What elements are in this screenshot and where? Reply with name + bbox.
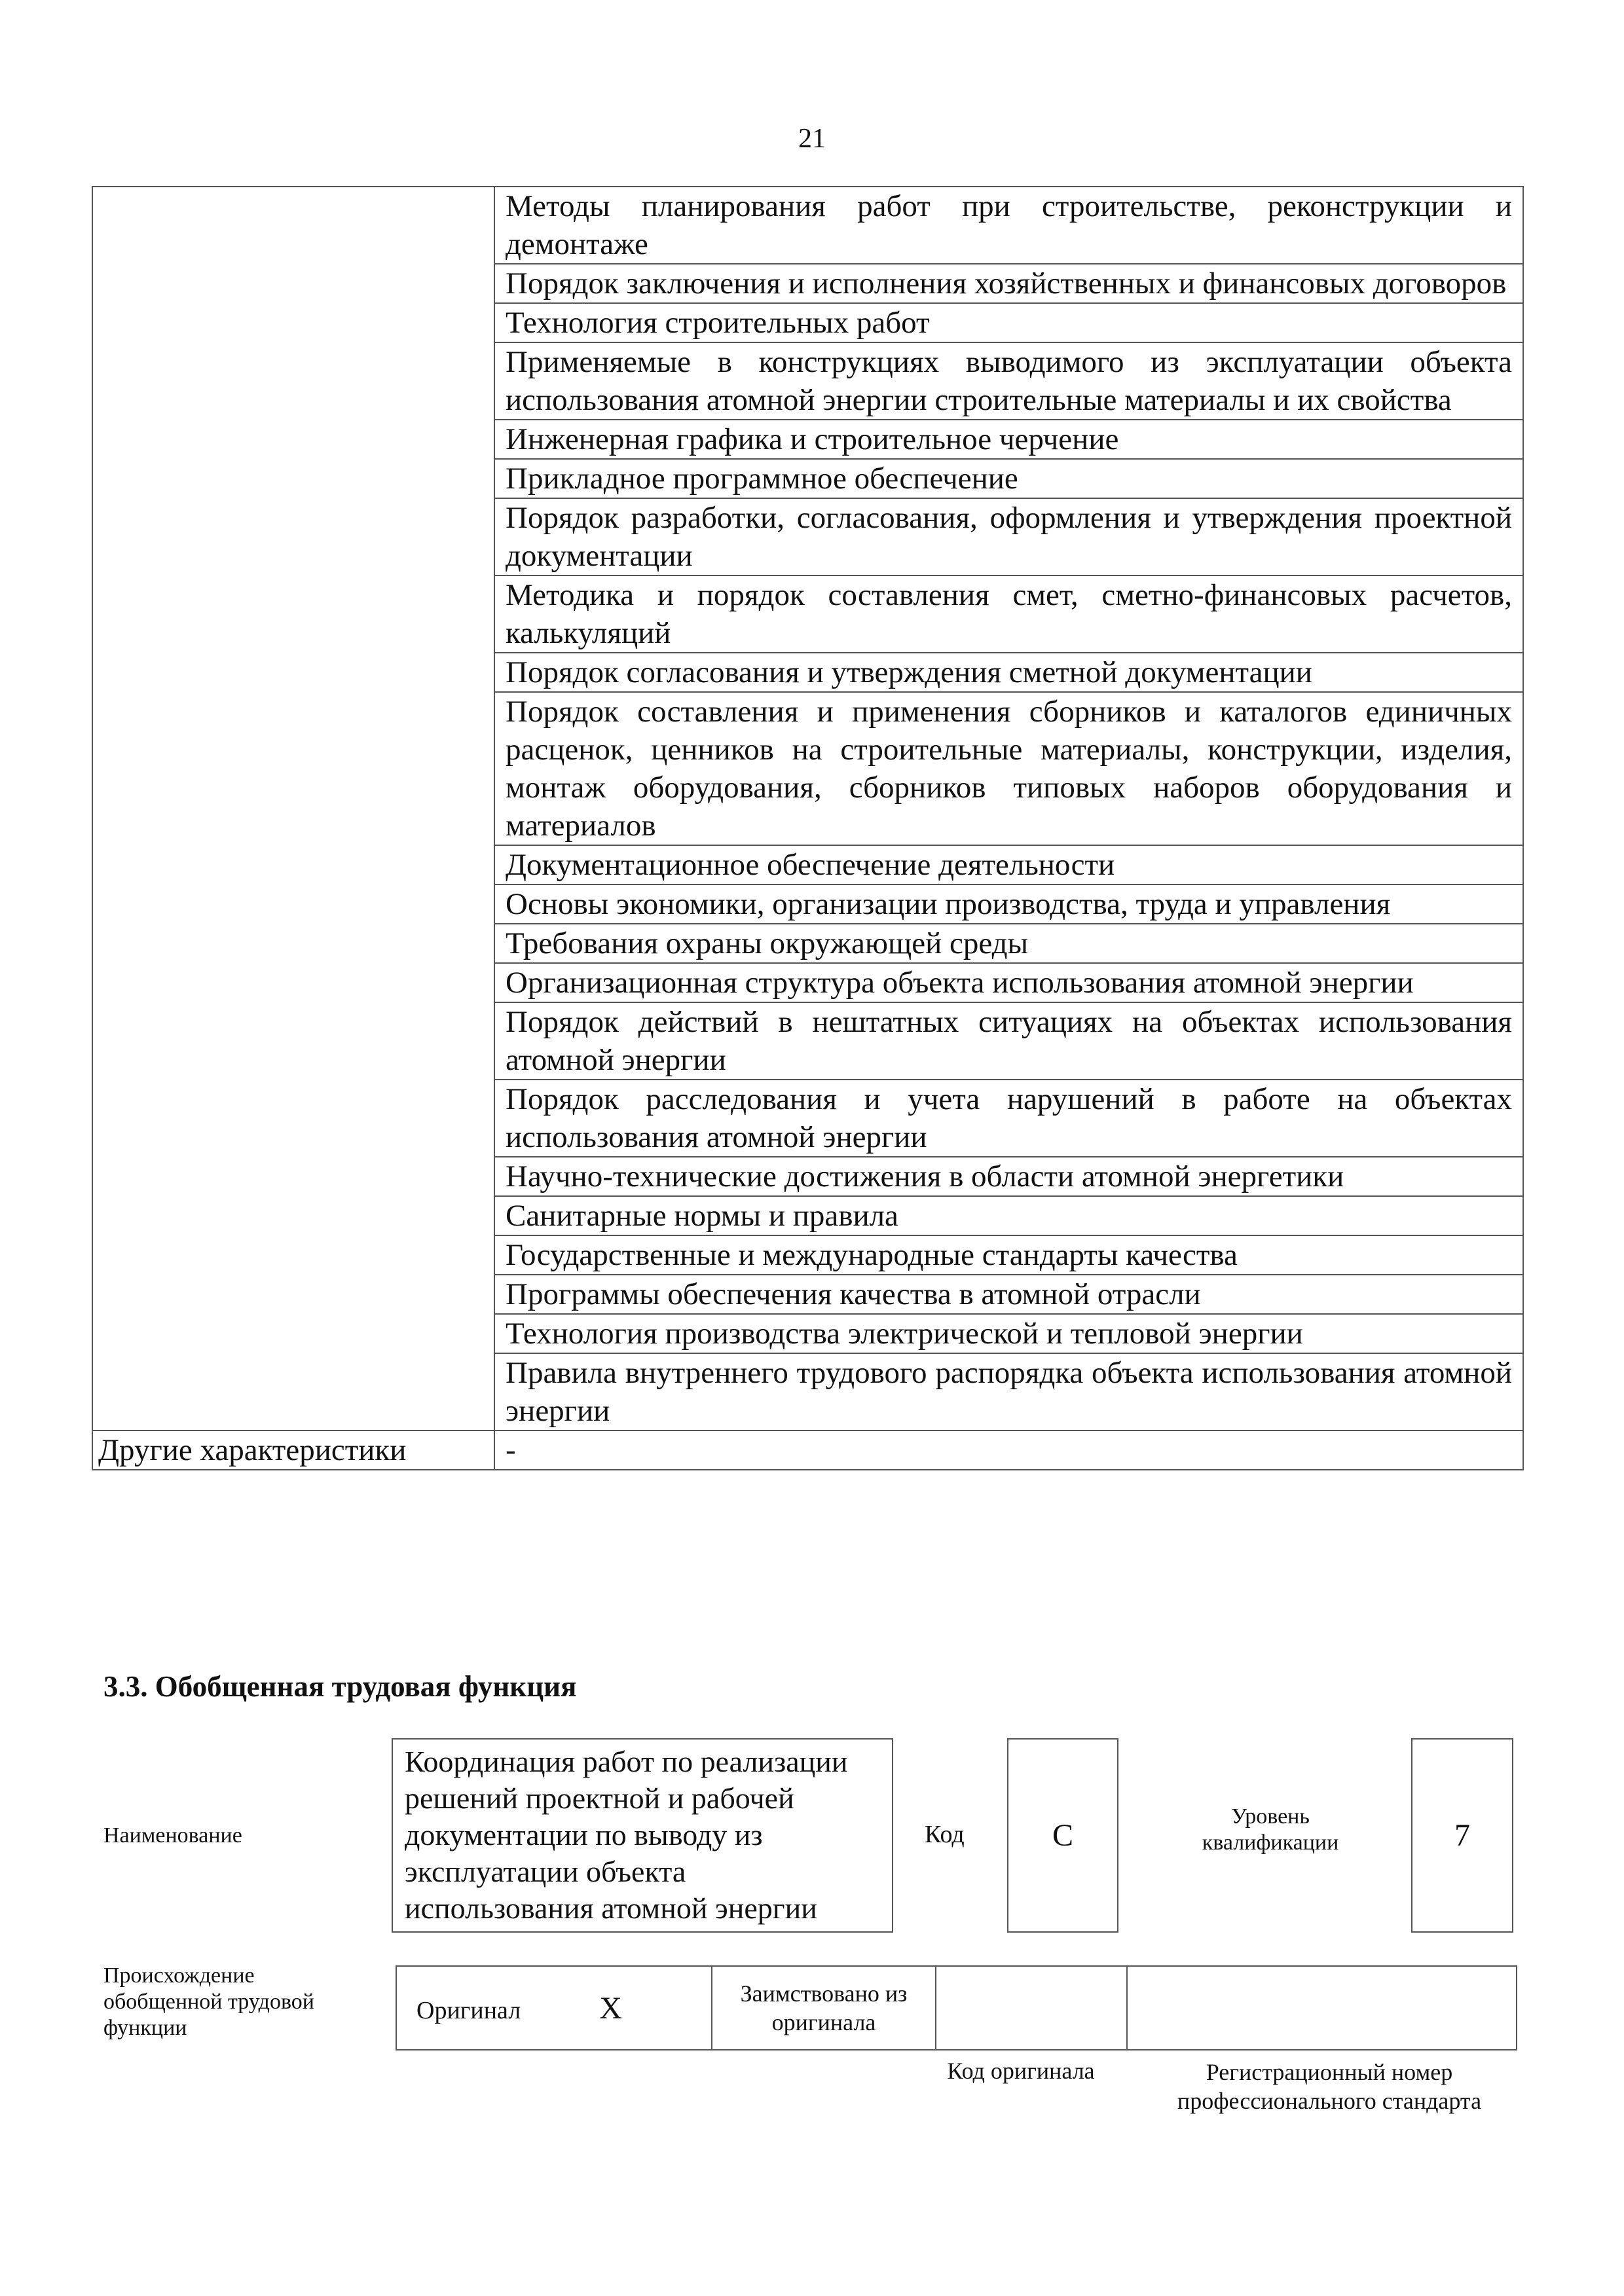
origin-table bbox=[396, 1965, 1517, 2050]
knowledge-item-text: Методы планирования работ при строительстве, реконструкции и демонтаже bbox=[506, 189, 1512, 261]
knowledge-item-text: Применяемые в конструкциях выводимого из эксплуатации объекта использования атомной энергии строительные материалы и их свойства bbox=[506, 345, 1512, 417]
knowledge-item-text: Порядок согласования и утверждения сметной документации bbox=[506, 655, 1312, 689]
original-code-cell bbox=[936, 1966, 1127, 2050]
knowledge-item-text: Основы экономики, организации производства, труда и управления bbox=[506, 887, 1391, 921]
knowledge-item bbox=[494, 692, 1523, 845]
knowledge-item-text: Программы обеспечения качества в атомной отрасли bbox=[506, 1277, 1201, 1311]
name-value-box: Координация работ по реализации решений проектной и рабочей документации по выводу из эксплуатации объекта использования атомной энергии bbox=[392, 1738, 893, 1933]
knowledge-item-text: Документационное обеспечение деятельности bbox=[506, 848, 1115, 882]
knowledge-item-text: Правила внутреннего трудового распорядка объекта использования атомной энергии bbox=[506, 1356, 1512, 1428]
knowledge-table-body bbox=[92, 187, 1523, 1470]
knowledge-item bbox=[494, 884, 1523, 924]
other-characteristics-label: Другие характеристики bbox=[92, 1430, 494, 1470]
knowledge-item bbox=[494, 1275, 1523, 1314]
other-characteristics-row bbox=[92, 1430, 1523, 1470]
knowledge-item-text: Инженерная графика и строительное черчение bbox=[506, 422, 1119, 456]
other-characteristics-value: - bbox=[494, 1430, 1523, 1470]
knowledge-item bbox=[494, 845, 1523, 884]
knowledge-item bbox=[494, 653, 1523, 692]
level-label: Уровень квалификации bbox=[1202, 1804, 1339, 1855]
knowledge-item-text: Требования охраны окружающей среды bbox=[506, 926, 1029, 960]
code-value-box: C bbox=[1007, 1738, 1118, 1933]
knowledge-item bbox=[494, 1196, 1523, 1235]
original-cell bbox=[396, 1966, 712, 2050]
knowledge-label-cell bbox=[92, 187, 494, 1430]
original-label: Оригинал bbox=[416, 1996, 521, 2024]
knowledge-item bbox=[494, 1314, 1523, 1353]
knowledge-item-text: Санитарные нормы и правила bbox=[506, 1199, 898, 1233]
code-label: Код bbox=[925, 1821, 965, 1848]
knowledge-item-text: Порядок действий в нештатных ситуациях на объектах использования атомной энергии bbox=[506, 1005, 1512, 1077]
reg-number-cell bbox=[1127, 1966, 1517, 2050]
knowledge-table bbox=[92, 186, 1524, 1470]
knowledge-item bbox=[494, 963, 1523, 1002]
borrowed-label: Заимствовано из оригинала bbox=[712, 1966, 936, 2050]
knowledge-item bbox=[494, 924, 1523, 963]
knowledge-item bbox=[494, 1002, 1523, 1080]
knowledge-item-text: Прикладное программное обеспечение bbox=[506, 462, 1018, 496]
knowledge-item-text: Порядок расследования и учета нарушений в работе на объектах использования атомной энергии bbox=[506, 1082, 1512, 1154]
knowledge-item-text: Организационная структура объекта использования атомной энергии bbox=[506, 966, 1414, 1000]
knowledge-item-text: Технология строительных работ bbox=[506, 306, 930, 340]
knowledge-item bbox=[494, 459, 1523, 498]
knowledge-item bbox=[494, 342, 1523, 420]
reg-number-label: Регистрационный номер профессионального стандарта bbox=[1177, 2059, 1482, 2114]
knowledge-item-text: Порядок разработки, согласования, оформления и утверждения проектной документации bbox=[506, 501, 1512, 573]
page-number: 21 bbox=[798, 124, 826, 154]
knowledge-item bbox=[494, 303, 1523, 342]
knowledge-item-text: Научно-технические достижения в области атомной энергетики bbox=[506, 1159, 1344, 1194]
origin-row bbox=[396, 1966, 1517, 2050]
name-label: Наименование bbox=[103, 1823, 242, 1848]
knowledge-item bbox=[494, 498, 1523, 575]
knowledge-item-text: Технология производства электрической и тепловой энергии bbox=[506, 1317, 1303, 1351]
knowledge-item bbox=[494, 575, 1523, 653]
knowledge-item bbox=[494, 1353, 1523, 1430]
section-title: 3.3. Обобщенная трудовая функция bbox=[103, 1670, 577, 1703]
knowledge-item-text: Государственные и международные стандарты качества bbox=[506, 1238, 1238, 1272]
knowledge-item-text: Методика и порядок составления смет, сметно-финансовых расчетов, калькуляций bbox=[506, 578, 1512, 650]
knowledge-item bbox=[494, 1235, 1523, 1275]
knowledge-item-text: Порядок составления и применения сборников и каталогов единичных расценок, ценников на строительные материалы, конструкции, изделия, монтаж оборудования, сборников типовых наборов оборудования и материалов bbox=[506, 695, 1512, 843]
original-code-label: Код оригинала bbox=[947, 2058, 1095, 2084]
knowledge-row bbox=[92, 187, 1523, 264]
level-value-box: 7 bbox=[1411, 1738, 1513, 1933]
knowledge-item bbox=[494, 1080, 1523, 1157]
knowledge-item bbox=[494, 264, 1523, 303]
knowledge-item bbox=[494, 187, 1523, 264]
original-mark: X bbox=[599, 1990, 622, 2026]
knowledge-item bbox=[494, 1157, 1523, 1196]
knowledge-item bbox=[494, 420, 1523, 459]
origin-label: Происхождение обобщенной трудовой функции bbox=[103, 1963, 314, 2040]
knowledge-item-text: Порядок заключения и исполнения хозяйственных и финансовых договоров bbox=[506, 266, 1507, 301]
